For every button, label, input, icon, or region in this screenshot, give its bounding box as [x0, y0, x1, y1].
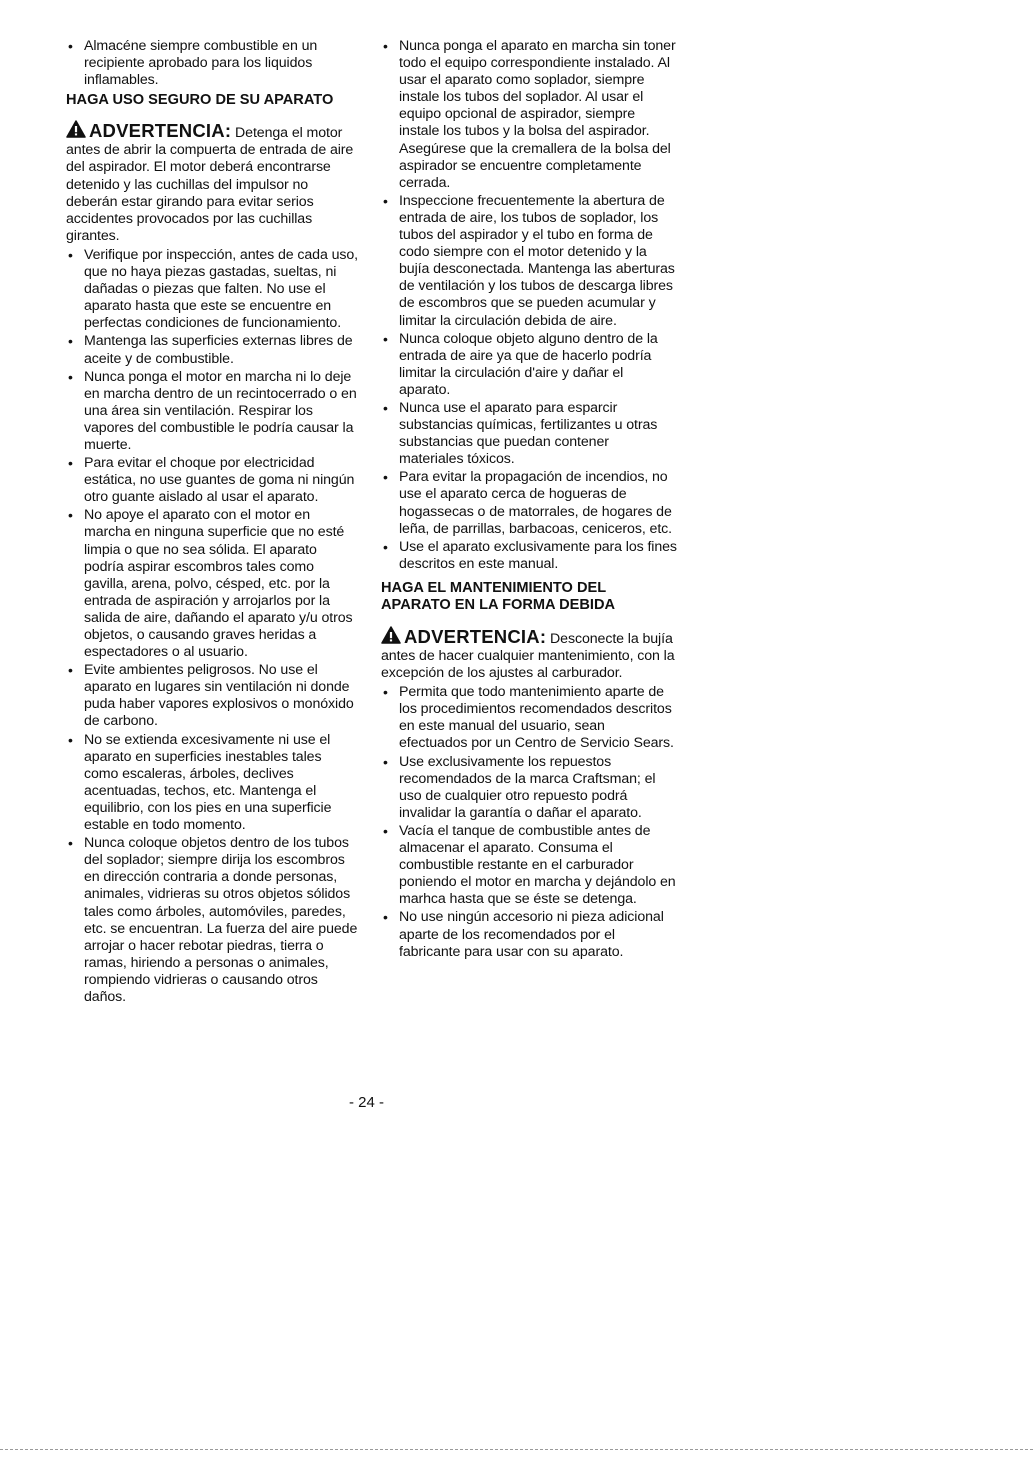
warning-block-maintenance — [381, 626, 677, 682]
warning-triangle-icon — [66, 120, 86, 138]
list-item: • No use ningún accesorio ni pieza adicional aparte de los recomendados por el fabricante para usar con su aparato. — [381, 909, 677, 960]
warning-block-safe-use — [66, 120, 358, 245]
right-top-list — [381, 38, 677, 573]
page-number: - 24 - — [348, 1094, 384, 1111]
list-item: • Nunca coloque objetos dentro de los tubos del soplador; siempre dirija los escombros en dirección contraria a donde personas, animales, vidrieras su otros objetos sólidos tales como árboles, automóviles, paredes, etc. se encuentran. La fuerza del aire puede arrojar o hacer rebotar piedras, tierra o ramas, hiriendo a personas o animales, rompiendo vidrieras o causando otros daños. — [66, 835, 358, 1006]
list-item: • Inspeccione frecuentemente la abertura de entrada de aire, los tubos de soplador, los tubos del aspirador y el tubo en forma de codo siempre con el motor detenido y la bujía desconectada. Mantenga las aberturas de ventilación y los tubos de descarga libres de escombros que se pueden acumular y limitar la circulación debida de aire. — [381, 193, 677, 330]
list-item: • Almacéne siempre combustible en un recipiente aprobado para los liquidos inflamables. — [66, 38, 358, 89]
right-column — [381, 38, 677, 962]
maintenance-list — [381, 684, 677, 961]
warning-triangle-icon — [381, 626, 401, 644]
list-item: • Nunca coloque objeto alguno dentro de la entrada de aire ya que de hacerlo podría limitar la circulación d'aire y dañar el aparato. — [381, 331, 677, 399]
left-column — [66, 38, 358, 1007]
section-heading-maintenance: HAGA EL MANTENIMIENTO DEL APARATO EN LA FORMA DEBIDA — [381, 579, 616, 613]
list-item: • No apoye el aparato con el motor en marcha en ninguna superficie que no esté limpia o que no sea sólida. El aparato podría aspirar escombros tales como gavilla, arena, polvo, césped, etc. por la entrada de aspiración y arrojarlos por la salida de aire, dañando el aparato y/u otros objetos, o causando graves heridas a espectadores o al usuario. — [66, 507, 358, 661]
list-item: • Evite ambientes peligrosos. No use el aparato en lugares sin ventilación ni donde puda haber vapores explosivos o monóxido de carbono. — [66, 662, 358, 730]
list-item: • Verifique por inspección, antes de cada uso, que no haya piezas gastadas, sueltas, ni dañadas o piezas que falten. No use el aparato hasta que este se encuentre en perfectas condiciones de funcionamiento. — [66, 247, 358, 332]
warning-title: ADVERTENCIA: — [404, 625, 547, 647]
warning-text: Desconecte la bujía antes de hacer cualquier mantenimiento, con la excepción de los ajustes al carburador. — [381, 630, 675, 682]
warning-title: ADVERTENCIA: — [89, 120, 232, 142]
list-item: • Nunca ponga el aparato en marcha sin toner todo el equipo correspondiente instalado. Al usar el aparato como soplador, siempre instale los tubos del soplador. Al usar el equipo opcional de aspirador, siempre instale los tubos y la bolsa del aspirador. Asegúrese que la cremallera de la bolsa del aspirador se encuentre completamente cerrada. — [381, 38, 677, 192]
list-item: • Para evitar el choque por electricidad estática, no use guantes de goma ni ningún otro guante aislado al usar el aparato. — [66, 455, 358, 506]
bottom-divider — [0, 1449, 1033, 1450]
list-item: • Use exclusivamente los repuestos recomendados de la marca Craftsman; el uso de cualquier otro repuesto podrá invalidar la garantía o dañar el aparato. — [381, 754, 677, 822]
list-item: • Nunca ponga el motor en marcha ni lo deje en marcha dentro de un recintocerrado o en una área sin ventilación. Respirar los vapores del combustible le podría causar la muerte. — [66, 369, 358, 454]
list-item: • No se extienda excesivamente ni use el aparato en superficies inestables tales como escaleras, árboles, declives acentuadas, techos, etc. Mantenga el equilibrio, con los pies en una superficie estable en todo momento. — [66, 732, 358, 835]
left-intro-list — [66, 38, 358, 89]
warning-text: Detenga el motor antes de abrir la compuerta de entrada de aire del aspirador. El motor deberá encontrarse detenido y las cuchillas del impulsor no deberán estar girando para evitar serios accidentes provocados por las cuchillas girantes. — [66, 125, 354, 244]
list-item: • Para evitar la propagación de incendios, no use el aparato cerca de hogueras de hogassecas o de matorrales, de hogares de leña, de parrillas, barbacoas, ceniceros, etc. — [381, 469, 677, 537]
list-item: • Nunca use el aparato para esparcir substancias químicas, fertilizantes u otras substancias que puedan contener materiales tóxicos. — [381, 400, 677, 468]
list-item: • Use el aparato exclusivamente para los fines descritos en este manual. — [381, 539, 677, 573]
list-item: • Permita que todo mantenimiento aparte de los procedimientos recomendados descritos en este manual del usuario, sean efectuados por un Centro de Servicio Sears. — [381, 684, 677, 752]
list-item: • Vacía el tanque de combustible antes de almacenar el aparato. Consuma el combustible restante en el carburador poniendo el motor en marcha y dejándolo en marhca hasta que se éste se detenga. — [381, 823, 677, 908]
list-item: • Mantenga las superficies externas libres de aceite y de combustible. — [66, 333, 358, 367]
safe-use-list — [66, 247, 358, 1006]
section-heading-safe-use: HAGA USO SEGURO DE SU APARATO — [66, 92, 334, 109]
